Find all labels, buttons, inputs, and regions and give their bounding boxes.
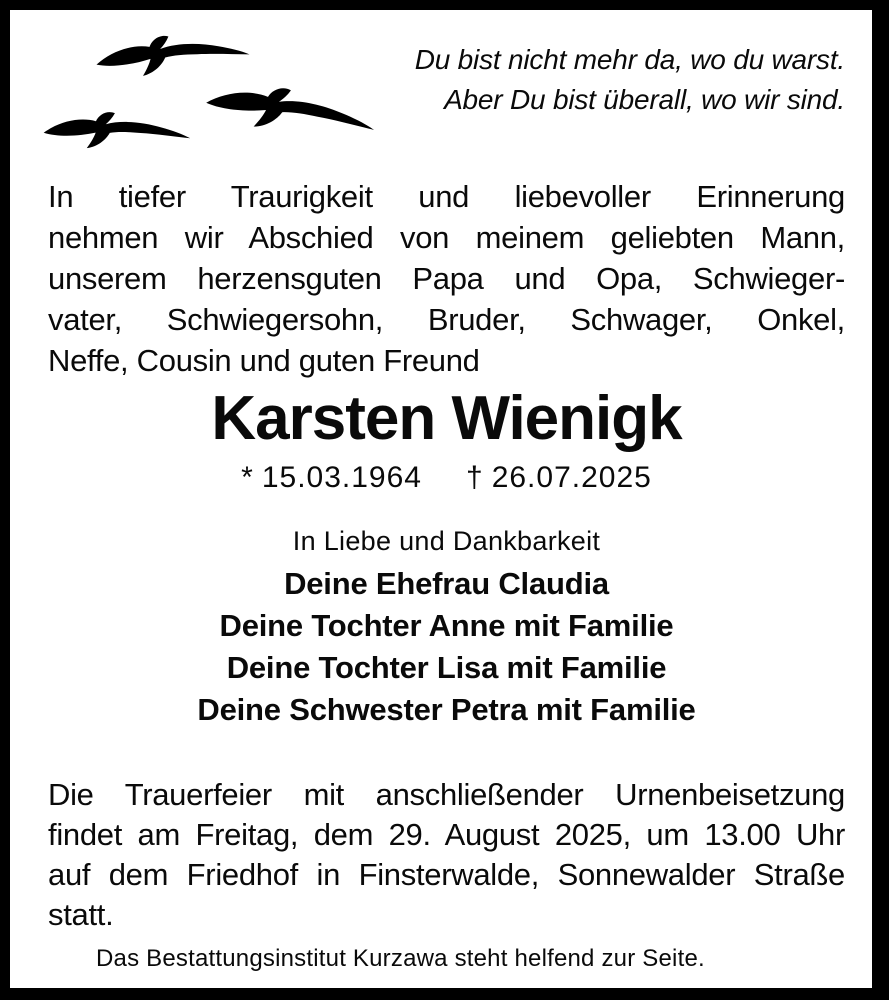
epigraph-line: Aber Du bist überall, wo wir sind. (444, 84, 845, 115)
birth-symbol: * (241, 461, 254, 494)
funeral-line: Die Trauerfeier mit anschließender Urnenbeisetzung (48, 777, 845, 812)
epigraph-line: Du bist nicht mehr da, wo du warst. (414, 44, 845, 75)
funeral-line: findet am Freitag, dem 29. August 2025, um 13.00 Uhr (48, 817, 845, 852)
funeral-home-notice: Das Bestattungsinstitut Kurzawa steht helfend zur Seite. (96, 945, 705, 972)
bird-icon (205, 83, 377, 135)
flying-birds-icon (42, 22, 387, 156)
death-symbol: † (466, 461, 484, 494)
tribute-line: In Liebe und Dankbarkeit (292, 526, 601, 556)
birth-date: 15.03.1964 (261, 461, 422, 494)
death-date: 26.07.2025 (491, 461, 652, 494)
obituary-header (48, 10, 845, 168)
intro-line: nehmen wir Abschied von meinem geliebten Mann, (48, 220, 845, 255)
bird-icon (94, 23, 251, 83)
mourner-line: Deine Schwester Petra mit Familie (197, 692, 696, 727)
bird-icon (43, 108, 191, 150)
funeral-line: auf dem Friedhof in Finsterwalde, Sonnewalder Straße (48, 857, 845, 892)
intro-line: unserem herzensguten Papa und Opa, Schwieger- (48, 261, 845, 296)
intro-line: In tiefer Traurigkeit und liebevoller Erinnerung (48, 179, 845, 214)
funeral-line: statt. (48, 897, 114, 932)
mourner-line: Deine Ehefrau Claudia (284, 566, 609, 601)
mourner-line: Deine Tochter Lisa mit Familie (226, 650, 667, 685)
funeral-paragraph (48, 775, 845, 935)
intro-paragraph (48, 176, 845, 381)
deceased-name: Karsten Wienigk (211, 384, 682, 453)
intro-line: vater, Schwiegersohn, Bruder, Schwager, Onkel, (48, 302, 845, 337)
life-dates (48, 461, 845, 495)
mourner-line: Deine Tochter Anne mit Familie (219, 608, 674, 643)
intro-line: Neffe, Cousin und guten Freund (48, 343, 480, 378)
mourners-list (48, 563, 845, 731)
obituary-content (10, 10, 872, 988)
